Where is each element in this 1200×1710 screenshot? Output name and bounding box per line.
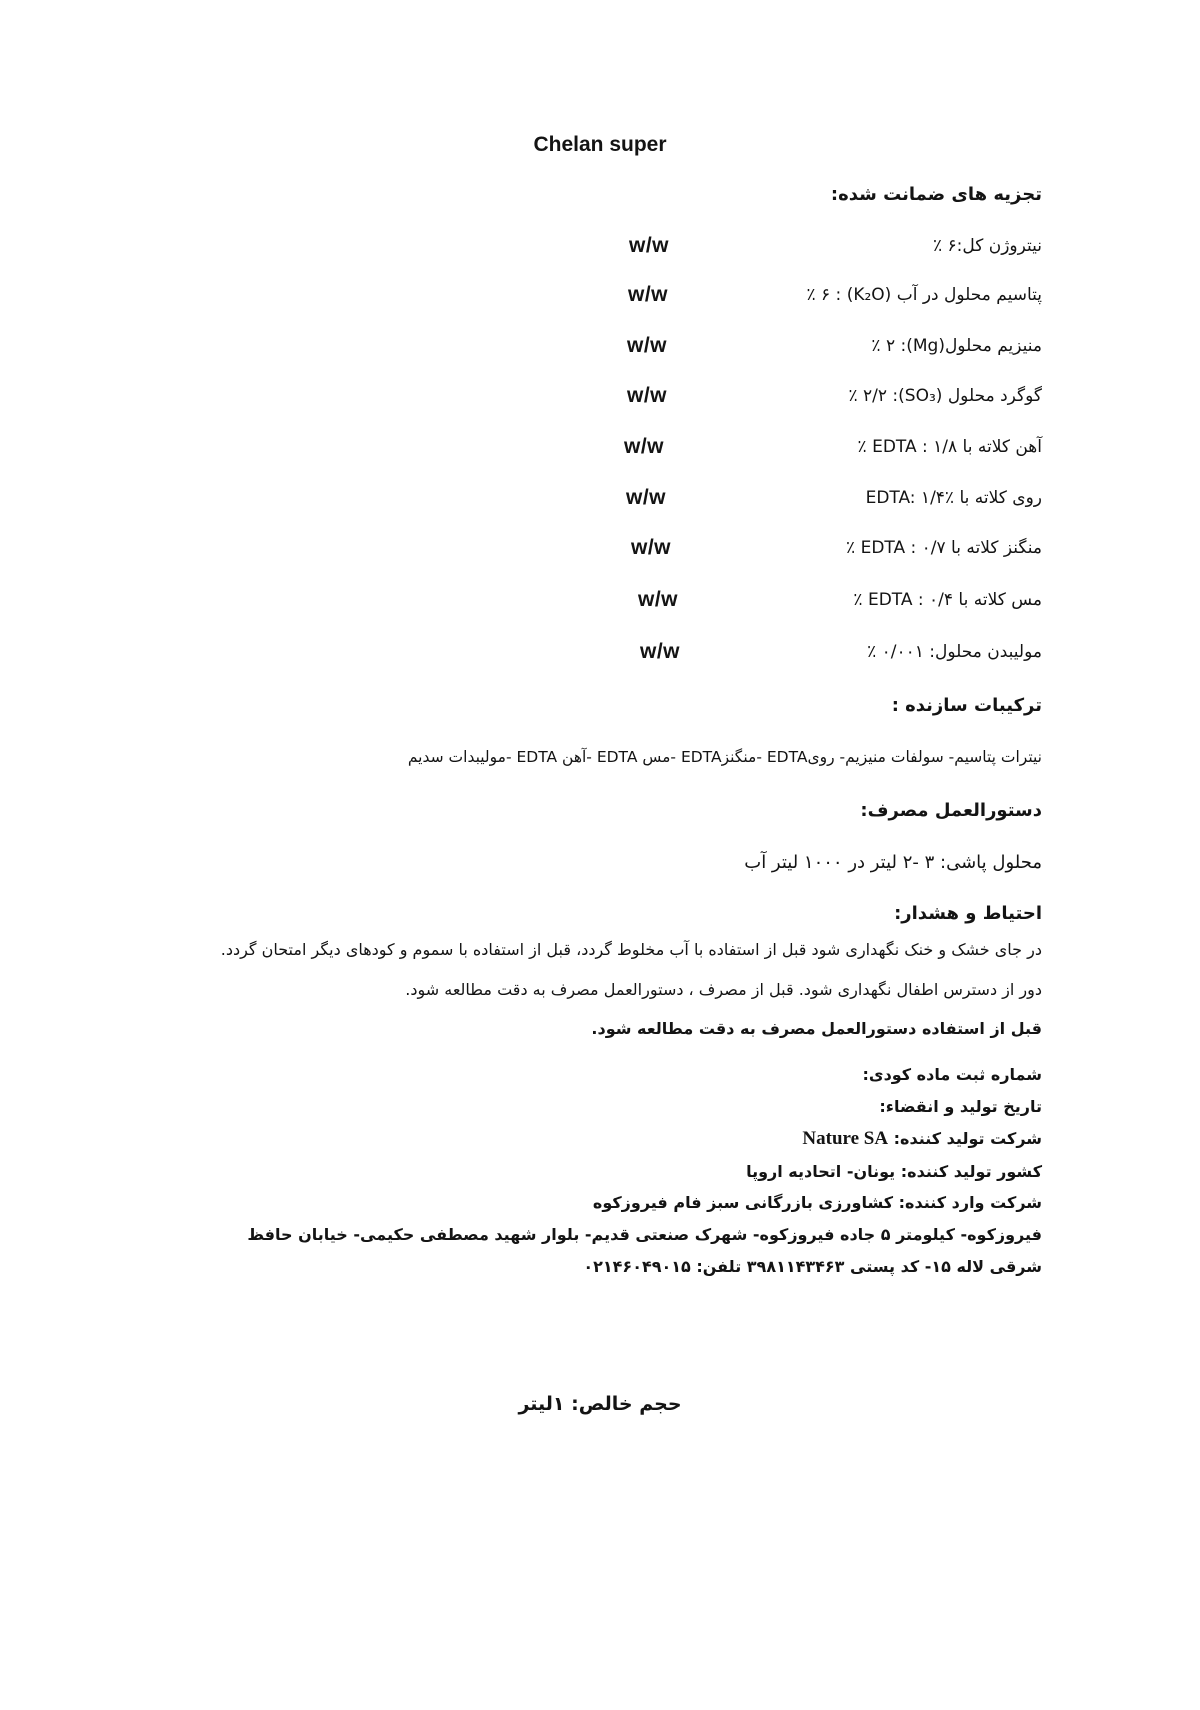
country-of-origin: کشور تولید کننده: یونان- اتحادیه اروپا <box>746 1162 1042 1181</box>
analysis-unit: w/w <box>628 283 669 306</box>
analysis-unit: w/w <box>629 234 670 257</box>
analysis-unit: w/w <box>627 384 668 407</box>
analysis-row-sulfur: گوگرد محلول (SO₃): ۲/۲ ٪ <box>848 386 1042 406</box>
analysis-row-zinc: روی کلاته با EDTA: ۱/۴٪ <box>865 488 1042 508</box>
net-volume: حجم خالص: ۱لیتر <box>518 1393 682 1415</box>
composition-heading: ترکیبات سازنده : <box>891 695 1042 716</box>
usage-text: محلول پاشی: ۳ -۲ لیتر در ۱۰۰۰ لیتر آب <box>744 852 1042 873</box>
warning-line-1: در جای خشک و خنک نگهداری شود قبل از استفاده با آب مخلوط گردد، قبل از استفاده با سموم و کودهای دیگر امتحان گردد. <box>220 940 1042 959</box>
manufacturer-line <box>802 1128 1042 1150</box>
analysis-row-iron: آهن کلاته با EDTA : ۱/۸ ٪ <box>857 437 1042 457</box>
analysis-unit: w/w <box>640 640 681 663</box>
analysis-unit: w/w <box>631 536 672 559</box>
registration-number: شماره ثبت ماده کودی: <box>862 1065 1042 1084</box>
usage-heading: دستورالعمل مصرف: <box>860 800 1042 821</box>
address-line-2: شرقی لاله ۱۵- کد پستی ۳۹۸۱۱۴۳۴۶۳ تلفن: ۰۲۱۴۶۰۴۹۰۱۵ <box>583 1257 1042 1276</box>
importer-company: شرکت وارد کننده: کشاورزی بازرگانی سبز فام فیروزکوه <box>592 1193 1042 1212</box>
analysis-unit: w/w <box>624 435 665 458</box>
analysis-unit: w/w <box>638 588 679 611</box>
manufacturer-name: Nature SA <box>802 1128 889 1149</box>
analysis-unit: w/w <box>626 486 667 509</box>
document-title: Chelan super <box>533 133 667 156</box>
warning-heading: احتیاط و هشدار: <box>894 903 1042 924</box>
analysis-heading: تجزیه های ضمانت شده: <box>830 184 1042 205</box>
analysis-unit: w/w <box>627 334 668 357</box>
manufacturer-label: شرکت تولید کننده: <box>893 1129 1042 1148</box>
warning-line-3: قبل از استفاده دستورالعمل مصرف به دقت مطالعه شود. <box>591 1019 1042 1038</box>
analysis-row-magnesium: منیزیم محلول(Mg): ۲ ٪ <box>871 336 1042 356</box>
analysis-row-manganese: منگنز کلاته با EDTA : ۰/۷ ٪ <box>846 538 1042 558</box>
warning-line-2: دور از دسترس اطفال نگهداری شود. قبل از مصرف ، دستورالعمل مصرف به دقت مطالعه شود. <box>405 980 1042 999</box>
analysis-row-potassium: پتاسیم محلول در آب (K₂O) : ۶ ٪ <box>806 285 1042 305</box>
analysis-row-nitrogen: نیتروژن کل:۶ ٪ <box>932 236 1042 256</box>
address-line-1: فیروزکوه- کیلومتر ۵ جاده فیروزکوه- شهرک صنعتی قدیم- بلوار شهید مصطفی حکیمی- خیابان حافظ <box>247 1225 1042 1244</box>
production-expiry-date: تاریخ تولید و انقضاء: <box>879 1097 1042 1116</box>
analysis-row-copper: مس کلاته با EDTA : ۰/۴ ٪ <box>853 590 1042 610</box>
composition-text: نیترات پتاسیم- سولفات منیزیم- رویEDTA -منگنزEDTA -مس EDTA -آهن EDTA -مولیبدات سدیم <box>407 748 1042 766</box>
analysis-row-molybdenum: مولیبدن محلول: ۰/۰۰۱ ٪ <box>867 642 1042 662</box>
